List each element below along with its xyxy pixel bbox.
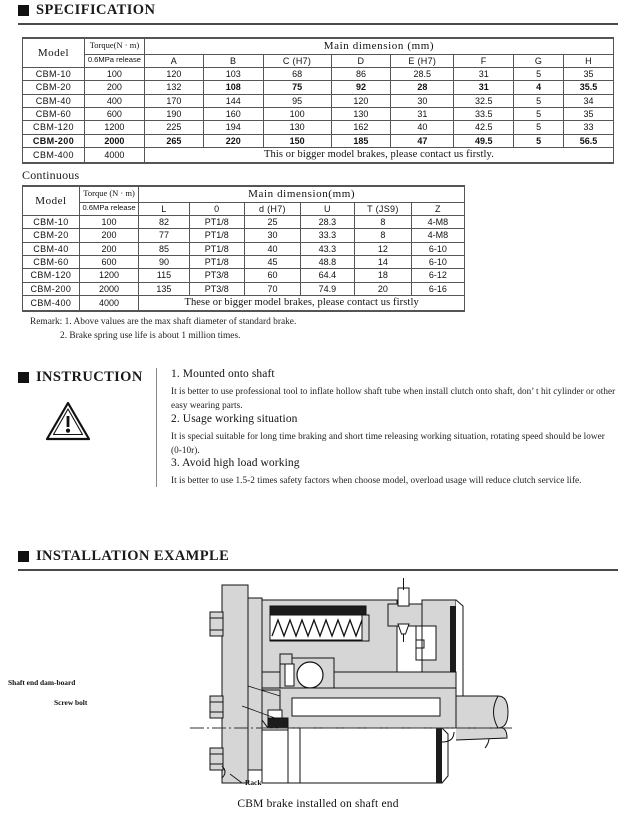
table-row [23,94,614,107]
cell-torque: 200 [84,81,144,94]
cell-torque: 200 [79,229,138,242]
instruction-item [171,413,618,458]
cell-a: 225 [144,121,203,134]
instruction-section [18,368,618,487]
cell-b: 103 [203,67,263,80]
installation-title: INSTALLATION EXAMPLE [36,548,230,564]
table-header-row-2 [23,54,614,67]
cell-o: PT1/8 [189,215,244,228]
header-dim-d: D [331,54,391,67]
cell-z: 4-M8 [411,229,464,242]
cell-a: 190 [144,108,203,121]
table-row [23,242,465,255]
cell-t: 8 [354,229,411,242]
cell-h: 35 [564,67,614,80]
cell-a: 120 [144,67,203,80]
cell-t: 18 [354,269,411,282]
cell-torque: 4000 [79,296,138,312]
cell-model: CBM-10 [23,215,80,228]
cell-t: 20 [354,282,411,295]
instruction-heading [18,369,156,386]
header-torque-release: 0.6MPa release [79,202,138,215]
remark-line-1: Remark: 1. Above values are the max shaft diameter of standard brake. [30,317,297,327]
specification-table [22,37,614,164]
table-row [23,121,614,134]
header-dim-t: T (JS9) [354,202,411,215]
header-torque: Torque (N · m) [79,186,138,202]
cell-h: 33 [564,121,614,134]
remark-line-2: 2. Brake spring use life is about 1 million times. [60,330,241,341]
cell-e: 30 [391,94,454,107]
cell-b: 144 [203,94,263,107]
cell-c: 75 [263,81,331,94]
cell-model: CBM-20 [23,81,85,94]
instruction-body-1: It is better to use professional tool to inflate hollow shaft tube when install clutch onto shaft, don’ t hit cylinder or other easy wearing parts. [171,386,616,411]
figure-caption: CBM brake installed on shaft end [237,798,399,810]
label-shaft-end-dam-board: Shaft end dam-board [8,678,76,687]
cell-f: 31 [454,67,514,80]
cell-l: 135 [139,282,189,295]
cell-torque: 600 [79,256,138,269]
cell-model: CBM-200 [23,134,85,147]
installation-section [18,548,618,571]
cell-a: 170 [144,94,203,107]
specification-table-body [23,67,614,163]
table-row [23,282,465,295]
cell-l: 77 [139,229,189,242]
cell-e: 31 [391,108,454,121]
cell-c: 100 [263,108,331,121]
cell-g: 5 [514,134,564,147]
instruction-heading-3: 3. Avoid high load working [171,457,300,469]
cell-model: CBM-400 [23,148,85,164]
cell-b: 220 [203,134,263,147]
cell-g: 4 [514,81,564,94]
continuous-label: Continuous [22,168,80,182]
cell-e: 28.5 [391,67,454,80]
table-row-contact [23,296,465,312]
table2-header-row-1 [23,186,465,202]
cell-model: CBM-200 [23,282,80,295]
header-dim-l: L [139,202,189,215]
cell-g: 5 [514,67,564,80]
table2-header-row-2 [23,202,465,215]
cell-o: PT3/8 [189,269,244,282]
table-row [23,269,465,282]
cell-d: 25 [244,215,300,228]
header-torque-release: 0.6MPa release [84,54,144,67]
header-dim-b: B [203,54,263,67]
cell-contact-note: This or bigger model brakes, please contact us firstly. [144,148,613,164]
cell-torque: 100 [84,67,144,80]
cell-a: 132 [144,81,203,94]
table-row [23,134,614,147]
cell-torque: 1200 [79,269,138,282]
cell-torque: 400 [84,94,144,107]
instruction-body-2: It is special suitable for long time braking and short time releasing working situation, rotating speed should be lower (0-10r). [171,430,605,455]
header-dim-a: A [144,54,203,67]
table-row [23,215,465,228]
header-main-dimension: Main dimension(mm) [139,186,465,202]
specification-title: SPECIFICATION [36,2,156,18]
header-dim-g: G [514,54,564,67]
header-dim-d: d (H7) [244,202,300,215]
cell-o: PT1/8 [189,242,244,255]
cell-torque: 2000 [79,282,138,295]
cell-torque: 1200 [84,121,144,134]
cell-torque: 600 [84,108,144,121]
table-row [23,81,614,94]
cell-h: 34 [564,94,614,107]
cell-d: 45 [244,256,300,269]
header-model: Model [23,186,80,215]
instruction-item [171,368,618,413]
cell-c: 68 [263,67,331,80]
cell-o: PT1/8 [189,229,244,242]
cell-z: 4-M8 [411,215,464,228]
cell-d: 185 [331,134,391,147]
installation-figure [8,578,520,793]
cell-torque: 4000 [84,148,144,164]
cell-c: 130 [263,121,331,134]
cell-o: PT3/8 [189,282,244,295]
section-bullet-square-icon [18,551,29,562]
table-row [23,229,465,242]
remark-block [30,316,480,343]
header-dim-u: U [300,202,354,215]
cell-torque: 200 [79,242,138,255]
warning-triangle-icon [44,400,156,447]
cell-d: 162 [331,121,391,134]
cell-model: CBM-40 [23,94,85,107]
cell-l: 82 [139,215,189,228]
section-bullet-square-icon [18,372,29,383]
cell-u: 48.8 [300,256,354,269]
cell-model: CBM-40 [23,242,80,255]
cell-model: CBM-60 [23,256,80,269]
cell-t: 12 [354,242,411,255]
instruction-heading-2: 2. Usage working situation [171,412,298,425]
installation-heading [18,548,618,565]
cell-b: 160 [203,108,263,121]
instruction-item [171,457,618,487]
header-dim-z: Z [411,202,464,215]
cell-torque: 100 [79,215,138,228]
cell-e: 40 [391,121,454,134]
instruction-title: INSTRUCTION [36,369,143,385]
table-row [23,108,614,121]
cell-l: 115 [139,269,189,282]
specification-heading [18,2,618,19]
cell-t: 14 [354,256,411,269]
cell-l: 90 [139,256,189,269]
header-dim-e: E (H7) [391,54,454,67]
cell-f: 33.5 [454,108,514,121]
cell-f: 42.5 [454,121,514,134]
cell-h: 35 [564,108,614,121]
cell-t: 8 [354,215,411,228]
cell-u: 33.3 [300,229,354,242]
specification-table-wrapper [22,37,614,164]
cell-h: 35.5 [564,81,614,94]
cell-b: 194 [203,121,263,134]
cell-d: 120 [331,94,391,107]
cell-c: 95 [263,94,331,107]
cell-u: 74.9 [300,282,354,295]
section-bullet-square-icon [18,5,29,16]
cell-z: 6-10 [411,256,464,269]
cell-a: 265 [144,134,203,147]
installation-divider [18,569,618,571]
instruction-body-3: It is better to use 1.5-2 times safety factors when choose model, overload usage will reduce clutch service life. [171,475,582,485]
continuous-table-wrapper [22,185,465,312]
header-dim-c: C (H7) [263,54,331,67]
instruction-heading-1: 1. Mounted onto shaft [171,368,275,380]
cell-model: CBM-120 [23,121,85,134]
cell-d: 30 [244,229,300,242]
cell-u: 43.3 [300,242,354,255]
cell-z: 6-12 [411,269,464,282]
header-dim-f: F [454,54,514,67]
header-dim-h: H [564,54,614,67]
table-row [23,256,465,269]
cell-d: 60 [244,269,300,282]
specification-section [18,2,618,25]
table-row-contact [23,148,614,164]
cell-b: 108 [203,81,263,94]
cell-g: 5 [514,108,564,121]
instruction-left-column [18,368,156,487]
header-torque: Torque(N · m) [84,38,144,54]
cell-contact-note: These or bigger model brakes, please contact us firstly [139,296,465,312]
cell-d: 130 [331,108,391,121]
cell-e: 28 [391,81,454,94]
cell-z: 6-16 [411,282,464,295]
cell-model: CBM-120 [23,269,80,282]
cell-e: 47 [391,134,454,147]
cell-d: 92 [331,81,391,94]
brake-assembly-drawing [130,578,520,793]
cell-g: 5 [514,94,564,107]
header-model: Model [23,38,85,67]
cell-h: 56.5 [564,134,614,147]
cell-c: 150 [263,134,331,147]
cell-d: 70 [244,282,300,295]
cell-u: 64.4 [300,269,354,282]
continuous-table [22,185,465,312]
instruction-content [157,368,618,487]
cell-z: 6-10 [411,242,464,255]
cell-torque: 2000 [84,134,144,147]
label-screw-bolt: Screw bolt [54,698,88,707]
cell-f: 32.5 [454,94,514,107]
cell-model: CBM-60 [23,108,85,121]
cell-l: 85 [139,242,189,255]
specification-divider [18,23,618,25]
header-main-dimension: Main dimension (mm) [144,38,613,54]
cell-model: CBM-10 [23,67,85,80]
cell-u: 28.3 [300,215,354,228]
cell-model: CBM-400 [23,296,80,312]
table-row [23,67,614,80]
cell-f: 49.5 [454,134,514,147]
continuous-table-body [23,215,465,311]
cell-d: 86 [331,67,391,80]
cell-d: 40 [244,242,300,255]
label-rack: Rack [245,778,262,787]
cell-o: PT1/8 [189,256,244,269]
table-header-row-1 [23,38,614,54]
cell-model: CBM-20 [23,229,80,242]
header-dim-o: 0 [189,202,244,215]
cell-g: 5 [514,121,564,134]
cell-f: 31 [454,81,514,94]
